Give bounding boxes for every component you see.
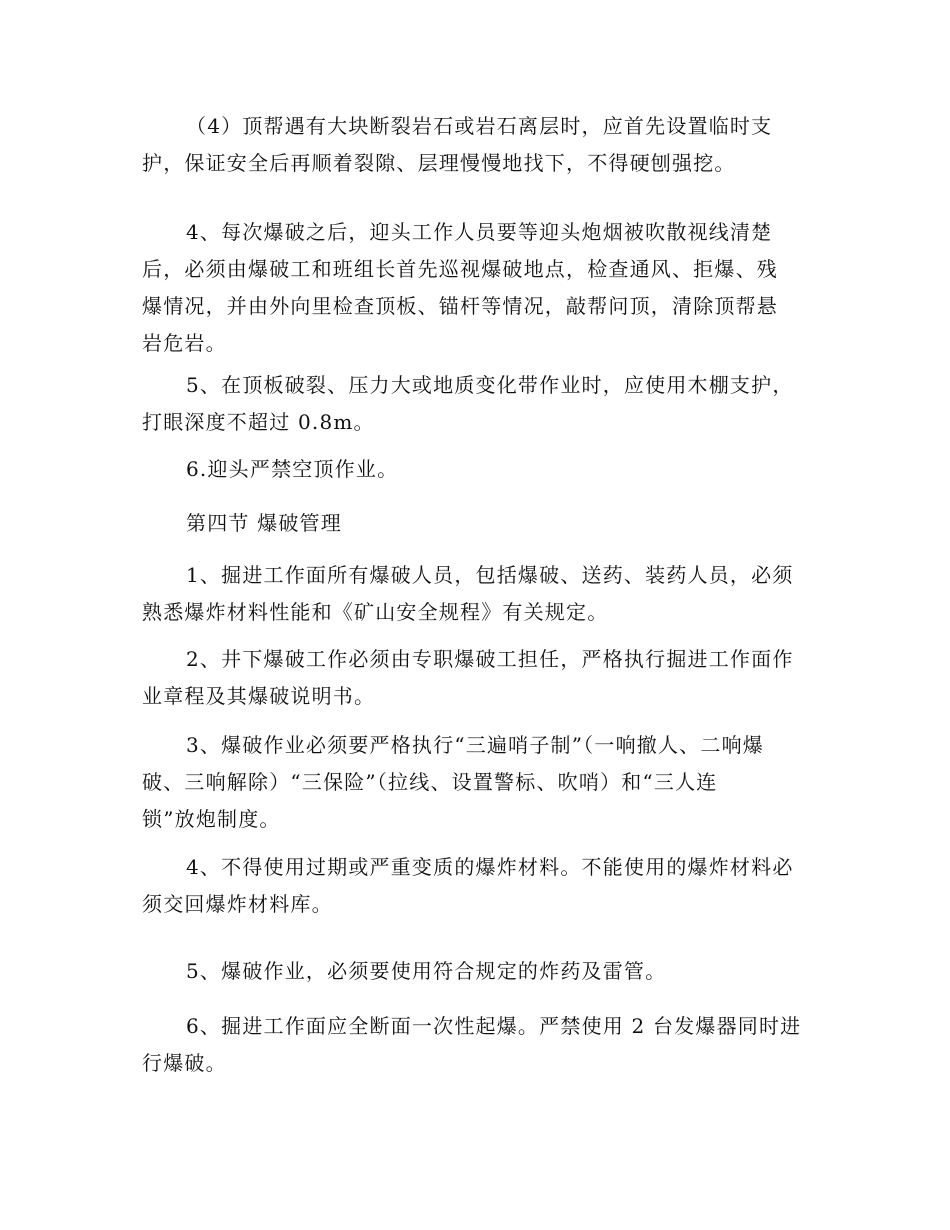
paragraph-wooden-shed-support — [142, 367, 812, 441]
text-line: 业章程及其爆破说明书。 — [142, 684, 376, 708]
text-line: 5、爆破作业，必须要使用符合规定的炸药及雷管。 — [186, 959, 667, 983]
text-line: 熟悉爆炸材料性能和《矿山安全规程》有关规定。 — [142, 600, 609, 624]
paragraph-post-blast-inspection — [142, 214, 812, 362]
text-line: （4）顶帮遇有大块断裂岩石或岩石离层时，应首先设置临时支 — [186, 114, 773, 138]
text-line: 4、每次爆破之后，迎头工作人员要等迎头炮烟被吹散视线清楚 — [186, 220, 773, 244]
text-line: 护，保证安全后再顺着裂隙、层理慢慢地找下，不得硬刨强挖。 — [142, 151, 736, 175]
paragraph-dedicated-blaster — [142, 641, 812, 715]
text-line: 2、井下爆破工作必须由专职爆破工担任，严格执行掘进工作面作 — [186, 647, 794, 671]
text-line: 锁”放炮制度。 — [142, 807, 281, 831]
section-title: 第四节 爆破管理 — [186, 511, 342, 535]
paragraph-blasting-personnel — [142, 557, 812, 631]
text-line: 岩危岩。 — [142, 331, 227, 355]
paragraph-whistle-system — [142, 727, 812, 838]
section-heading — [142, 505, 812, 542]
text-line: 3、爆破作业必须要严格执行“三遍哨子制”（一响撤人、二响爆 — [186, 733, 764, 757]
text-line: 1、掘进工作面所有爆破人员，包括爆破、送药、装药人员，必须 — [186, 563, 794, 587]
text-line: 6.迎头严禁空顶作业。 — [186, 457, 399, 481]
paragraph-full-section-blast — [142, 1008, 812, 1082]
text-line: 6、掘进工作面应全断面一次性起爆。严禁使用 2 台发爆器同时进 — [186, 1014, 802, 1038]
text-line: 爆情况，并由外向里检查顶板、锚杆等情况，敲帮问顶，清除顶帮悬 — [142, 294, 778, 318]
text-line: 须交回爆炸材料库。 — [142, 892, 333, 916]
paragraph-roof-support — [142, 108, 812, 182]
text-line: 行爆破。 — [142, 1051, 227, 1075]
text-line: 破、三响解除）“三保险”（拉线、设置警标、吹哨）和“三人连 — [142, 770, 718, 794]
text-line: 后，必须由爆破工和班组长首先巡视爆破地点，检查通风、拒爆、残 — [142, 257, 778, 281]
text-line: 4、不得使用过期或严重变质的爆炸材料。不能使用的爆炸材料必 — [186, 855, 794, 879]
paragraph-no-empty-roof — [142, 451, 812, 488]
text-line: 5、在顶板破裂、压力大或地质变化带作业时，应使用木棚支护， — [186, 373, 794, 397]
text-line: 打眼深度不超过 0.8m。 — [142, 410, 375, 434]
paragraph-expired-materials — [142, 849, 812, 923]
paragraph-approved-explosives — [142, 953, 812, 990]
